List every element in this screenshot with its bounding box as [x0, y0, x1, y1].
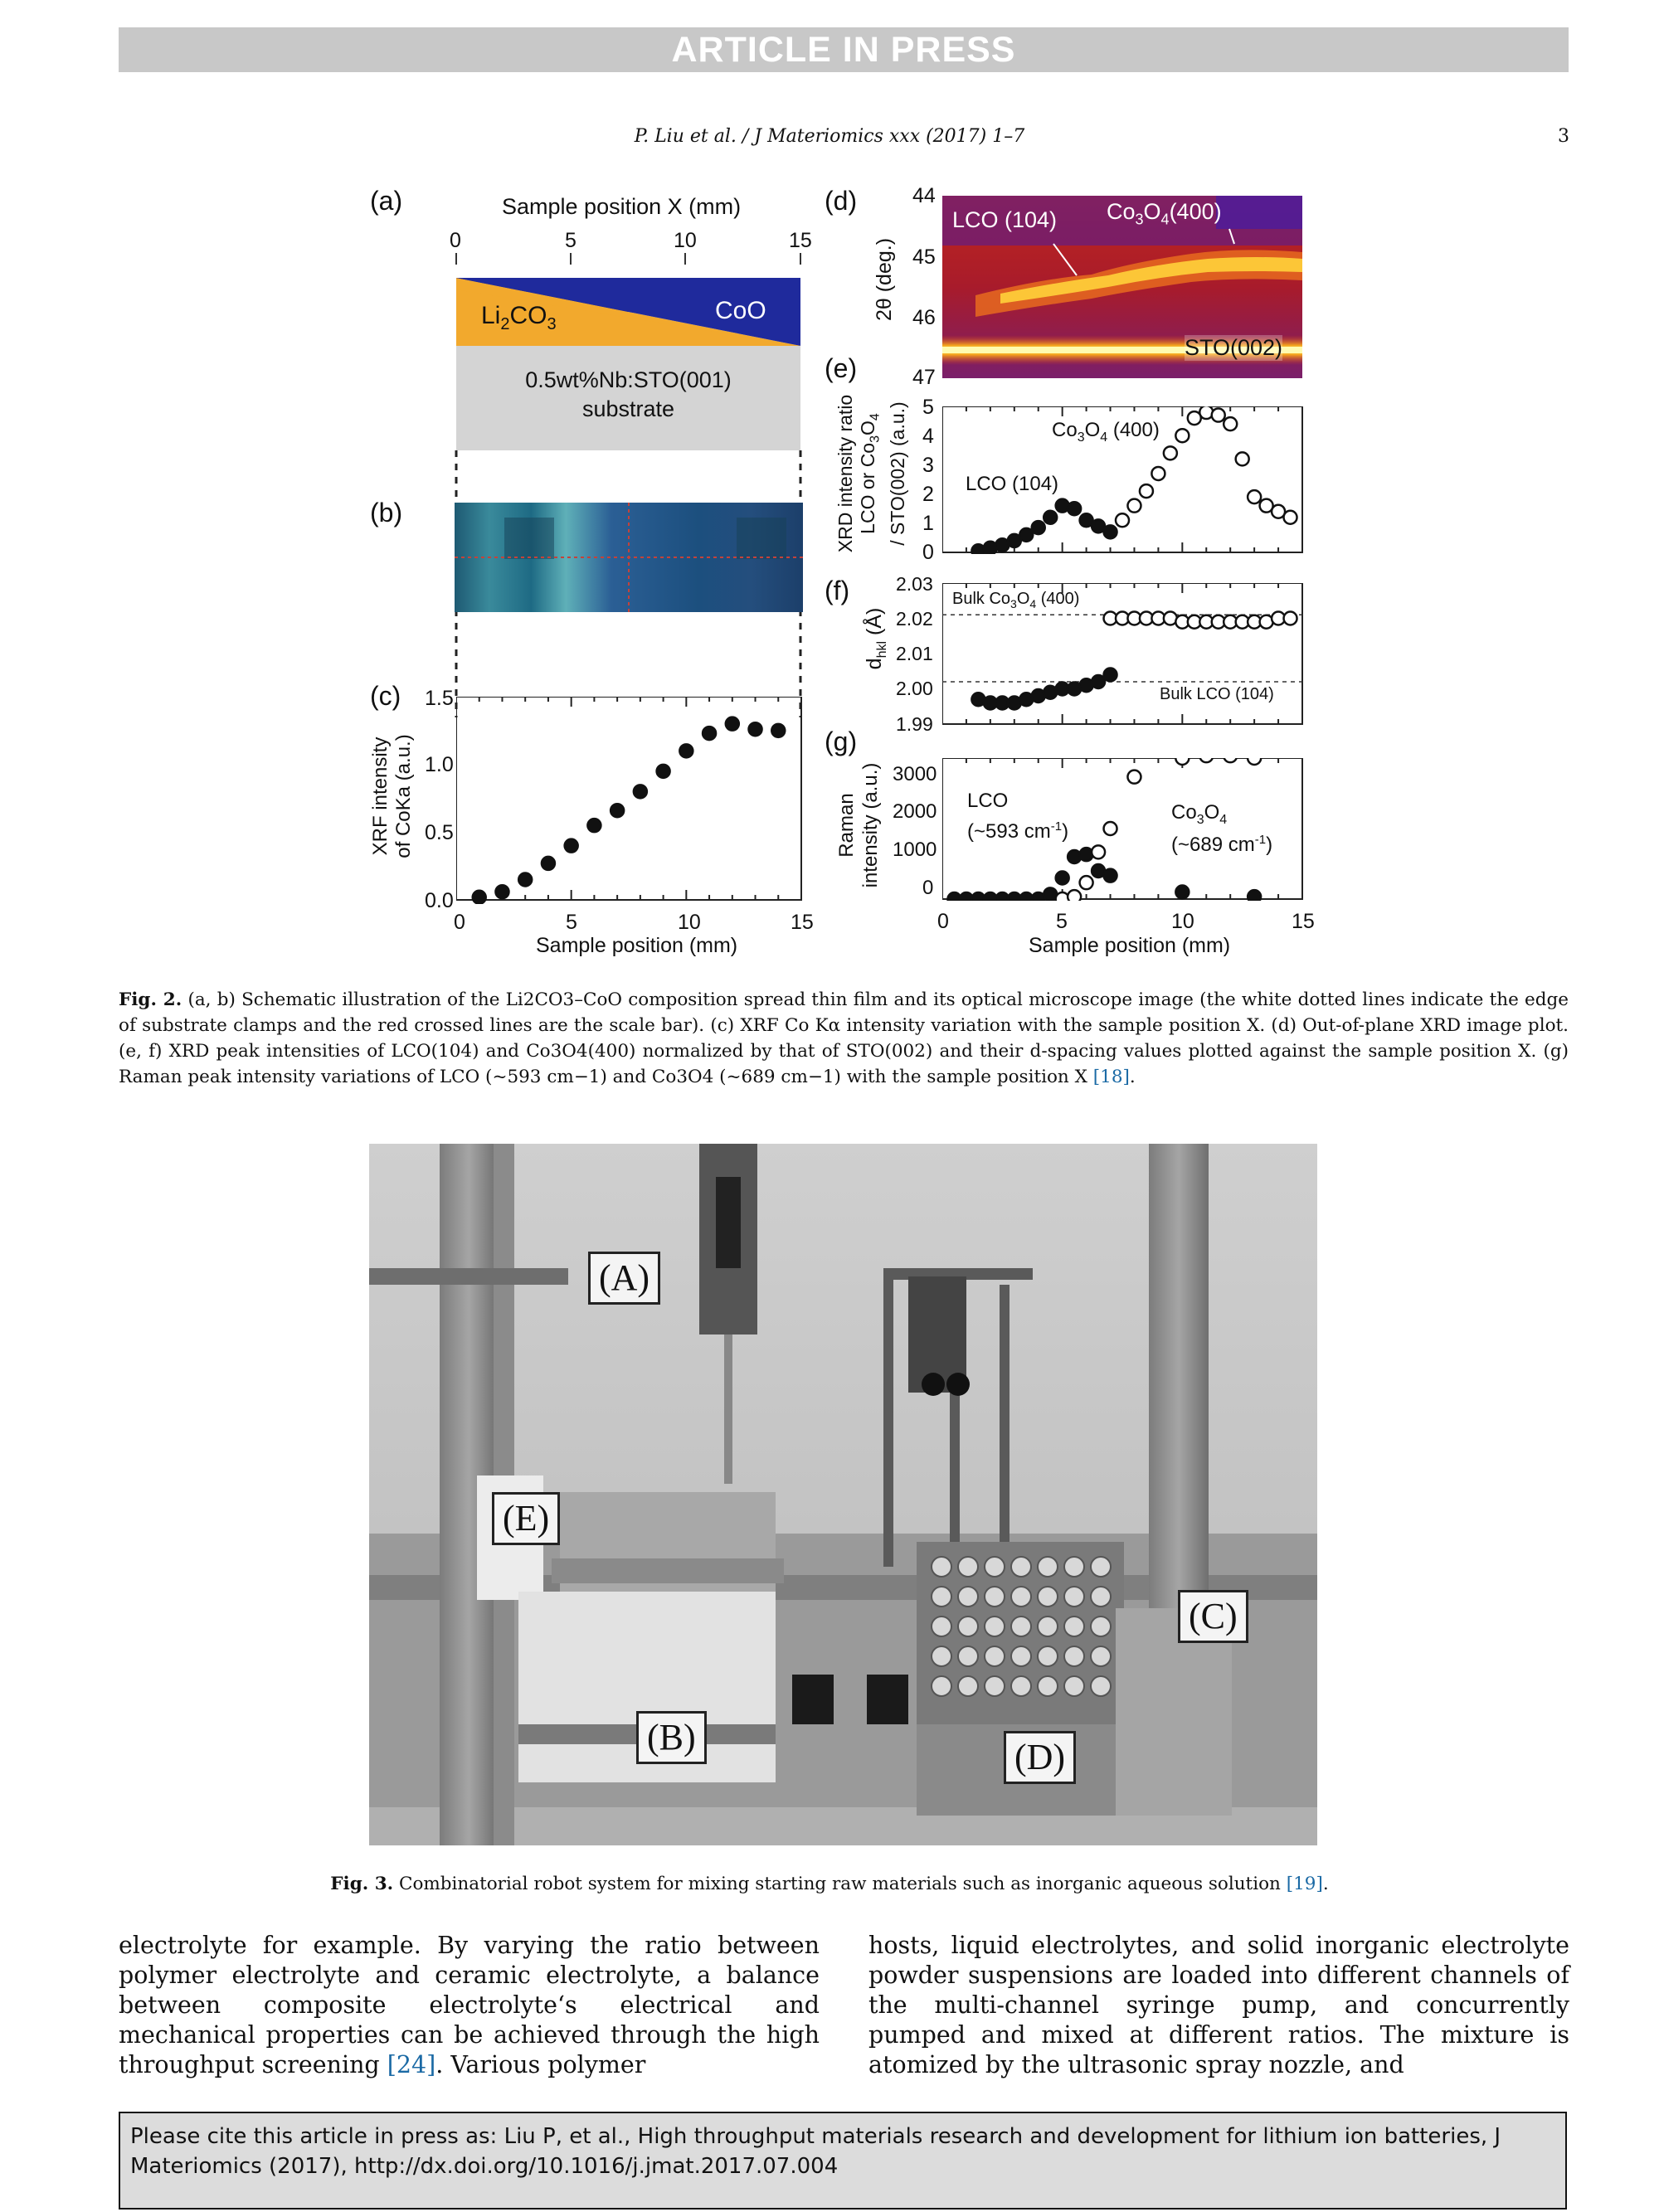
body-left-column [119, 1931, 820, 2080]
vial [958, 1646, 978, 1666]
panel-g-ytick-2000: 2000 [893, 800, 937, 823]
panel-e-ylabel-3: / STO(002) (a.u.) [886, 401, 908, 546]
vial [985, 1557, 1005, 1577]
panel-g-xtick-5: 5 [1056, 910, 1068, 933]
panel-label-g: (g) [825, 727, 858, 756]
vial [1091, 1616, 1111, 1636]
co3o4-400--point [1248, 490, 1261, 503]
co3o4-point [1104, 822, 1117, 835]
co3o4-point [1080, 876, 1093, 889]
figure-2-caption-end: . [1129, 1067, 1136, 1087]
vial [1064, 1557, 1084, 1577]
figure-3-caption-text: Combinatorial robot system for mixing starting raw materials such as inorganic aqueous solution [399, 1874, 1281, 1894]
data-point [565, 839, 578, 853]
panel-g-lco-label: LCO [967, 790, 1009, 812]
lco-104--point [1104, 668, 1117, 682]
panel-c-ylabel-2: of CoKa (a.u.) [392, 734, 415, 858]
co3o4-point [1199, 758, 1213, 762]
co3o4-400--point [1236, 452, 1249, 465]
co3o4-400--point [1164, 446, 1177, 459]
data-point [473, 891, 486, 904]
data-point [634, 785, 647, 798]
panel-g-co3o4-label: $Co_3O_4$ [1171, 801, 1228, 827]
lco-point [1080, 848, 1093, 861]
vial [985, 1587, 1005, 1607]
photo-label-b: (B) [636, 1711, 707, 1764]
panel-c-ytick-0.5: 0.5 [425, 821, 454, 844]
co3o4-400--point [1284, 612, 1297, 625]
figure-3-caption [0, 1871, 1659, 1897]
vial [1038, 1646, 1058, 1666]
panel-g-ylabel [834, 755, 883, 896]
optical-microscope-image [455, 503, 803, 612]
vial [1011, 1646, 1031, 1666]
figure-3-caption-label: Fig. 3. [330, 1874, 394, 1894]
panel-d-ytick-47: 47 [912, 366, 936, 389]
figure-3-photo [369, 1144, 1317, 1845]
body-left-text-end: . Various polymer [435, 2051, 646, 2078]
co3o4-400--point [1127, 499, 1141, 513]
panel-g-ylabel-1: Raman [835, 793, 858, 858]
vial [1064, 1616, 1084, 1636]
panel-f-ytick-1.99: 1.99 [896, 713, 933, 735]
figure-2-caption-text: (a, b) Schematic illustration of the Li2CO3–CoO composition spread thin film and its optical microscope image (the white dotted lines indicate the edge of substrate clamps and the red crossed lines are the scale bar). (c) XRF Co Kα intensity variation with the sample position X. (d) Out-of-plane XRD image plot. (e, f) XRD peak intensities of LCO(104) and Co3O4(400) normalized by that of STO(002) and their d-spacing values plotted against the sample position X. (g) Raman peak intensity variations of LCO (~593 cm−1) and Co3O4 (~689 cm−1) with the sample position X [119, 989, 1569, 1087]
lco-104--point [1019, 528, 1033, 542]
lco-104--point [1092, 675, 1105, 688]
figure-3-caption-end: . [1322, 1874, 1329, 1894]
data-point [771, 724, 785, 737]
panel-c-ylabel-1: XRF intensity [369, 737, 392, 856]
vial [958, 1676, 978, 1696]
photo-label-c: (C) [1178, 1590, 1248, 1643]
vial [1091, 1557, 1111, 1577]
panel-g-xtick-10: 10 [1171, 910, 1194, 933]
panel-e-ytick-5: 5 [922, 396, 934, 419]
panel-d-ytick-46: 46 [912, 306, 936, 329]
vial [1091, 1646, 1111, 1666]
body-right-column [868, 1931, 1569, 2080]
panel-c-ylabel [369, 730, 416, 863]
co3o4-point [1224, 758, 1237, 762]
co3o4-400--point [1140, 484, 1153, 498]
vial [1038, 1557, 1058, 1577]
vial [932, 1587, 951, 1607]
figure-2-caption [119, 987, 1569, 1090]
body-right-text: hosts, liquid electrolytes, and solid inorganic electrolyte powder suspensions are loaded into different channels of the multi-channel syringe pump, and concurrently pumped and mixed at different ratios. The mixture is atomized by the ultrasonic spray nozzle, and [868, 1932, 1569, 2078]
lco-104--point [1068, 502, 1081, 515]
substrate-label-2: substrate [581, 396, 675, 421]
data-point [495, 885, 508, 898]
vial [932, 1557, 951, 1577]
panel-g-ylabel-2: intensity (a.u.) [859, 762, 882, 888]
vial [932, 1646, 951, 1666]
vial [1038, 1616, 1058, 1636]
panel-d-sto-label: STO(002) [1185, 335, 1283, 360]
panel-f-bulk-co3o4-label: Bulk $Co_3O_4$ (400) [952, 590, 1080, 610]
photo-label-e: (E) [492, 1492, 560, 1545]
panel-e-ytick-1: 1 [922, 512, 934, 535]
panel-d-co3o4-label: $Co_3O_4(400)$ [1107, 199, 1222, 228]
panel-d-ytick-44: 44 [912, 184, 936, 207]
data-point [542, 857, 555, 870]
panel-d-lco-label: LCO (104) [952, 207, 1058, 232]
panel-label-a: (a) [370, 186, 403, 216]
panel-c-plot [456, 697, 803, 904]
data-point [587, 819, 601, 832]
panel-a-tick-15: 15 [789, 229, 812, 252]
data-point [657, 765, 670, 778]
panel-label-f: (f) [825, 576, 850, 605]
figure-2 [0, 0, 1659, 1095]
panel-e-ylabel-2: LCO or $Co_3O_4$ [857, 413, 883, 534]
panel-a-tick-0: 0 [450, 229, 461, 252]
vial [985, 1646, 1005, 1666]
vial [985, 1616, 1005, 1636]
data-point [679, 744, 693, 757]
panel-g-ytick-0: 0 [922, 877, 934, 899]
data-point [726, 717, 739, 731]
vial [958, 1557, 978, 1577]
lco-point [1175, 886, 1189, 899]
panel-label-c: (c) [370, 681, 401, 711]
photo-label-a: (A) [588, 1252, 660, 1305]
panel-g-xlabel: Sample position (mm) [1029, 934, 1231, 957]
panel-c-xtick-0: 0 [454, 911, 465, 934]
co3o4-400--point [1224, 417, 1237, 430]
substrate-label-1: 0.5wt%Nb:STO(001) [525, 367, 732, 392]
panel-e-ylabel-1: XRD intensity ratio [834, 394, 856, 553]
vial [1011, 1676, 1031, 1696]
panel-label-e: (e) [825, 353, 858, 383]
panel-g-ytick-1000: 1000 [893, 839, 937, 861]
panel-c-ytick-0.0: 0.0 [425, 889, 454, 912]
panel-f-ytick-2.02: 2.02 [896, 608, 933, 630]
panel-f-bulk-lco-label: Bulk LCO (104) [1160, 685, 1274, 703]
co3o4-point [1068, 890, 1081, 901]
panel-e-ytick-4: 4 [922, 425, 934, 448]
co3o4-400--point [1151, 467, 1165, 480]
panel-c-xtick-10: 10 [678, 911, 701, 934]
citation-box [119, 2112, 1567, 2210]
panel-f-ytick-2.03: 2.03 [896, 573, 933, 595]
panel-e-lco-label: LCO (104) [966, 473, 1059, 495]
panel-f-ytick-2.01: 2.01 [896, 643, 933, 664]
vial [985, 1676, 1005, 1696]
panel-label-d: (d) [825, 186, 858, 216]
co3o4-400--point [1116, 513, 1129, 527]
data-point [703, 727, 716, 740]
panel-a-axis-title: Sample position X (mm) [502, 194, 742, 219]
vial [932, 1676, 951, 1696]
vial [1038, 1587, 1058, 1607]
vial [1011, 1587, 1031, 1607]
panel-d-ytick-45: 45 [912, 246, 936, 269]
co3o4-point [1092, 845, 1105, 858]
data-point [749, 722, 762, 736]
lco-point [1068, 850, 1081, 863]
running-head: P. Liu et al. / J Materiomics xxx (2017) 1–7 [634, 126, 1025, 147]
panel-d-ylabel: 2θ (deg.) [873, 237, 896, 322]
panel-a-tick-5: 5 [565, 229, 577, 252]
citation-text: Please cite this article in press as: Liu P, et al., High throughput materials research and development for lithium ion batteries, J Materiomics (2017), http://dx.doi.org/10.1016/j.jmat.2017.07.004 [130, 2124, 1501, 2179]
vial [932, 1616, 951, 1636]
co3o4-point [1175, 758, 1189, 765]
panel-g-xtick-15: 15 [1292, 910, 1315, 933]
vial [1011, 1557, 1031, 1577]
lco-point [1248, 890, 1261, 901]
vial [1091, 1676, 1111, 1696]
panel-f-ytick-2.00: 2.00 [896, 678, 933, 699]
page-number: 3 [1558, 126, 1569, 147]
panel-c-xtick-5: 5 [566, 911, 577, 934]
figure-2-caption-ref[interactable]: [18] [1092, 1067, 1130, 1087]
panel-e-ytick-0: 0 [922, 541, 934, 564]
vial [1038, 1676, 1058, 1696]
coo-label: CoO [715, 297, 766, 324]
co3o4-point [1127, 771, 1141, 784]
panel-label-b: (b) [370, 498, 403, 527]
vial [1064, 1676, 1084, 1696]
panel-g-ytick-3000: 3000 [893, 763, 937, 785]
li2co3-label: $Li_2CO_3$ [481, 302, 557, 333]
co3o4-point [1248, 758, 1261, 765]
lco-104--point [1032, 521, 1045, 534]
panel-e-ytick-3: 3 [922, 454, 934, 477]
body-left-text: electrolyte for example. By varying the ratio between polymer electrolyte and ceramic electrolyte, a balance between composite electrolyte‘s electrical and mechanical properties can be achieved through the high throughput screening [119, 1932, 820, 2078]
figure-2-caption-label: Fig. 2. [119, 989, 182, 1010]
lco-104--point [1044, 511, 1057, 524]
data-point [518, 873, 532, 887]
lco-point [1056, 872, 1069, 885]
article-in-press-banner: ARTICLE IN PRESS [119, 27, 1569, 72]
body-left-ref[interactable]: [24] [387, 2051, 436, 2078]
vial [1064, 1587, 1084, 1607]
panel-c-xtick-15: 15 [791, 911, 814, 934]
panel-c-xlabel: Sample position (mm) [536, 934, 738, 957]
photo-label-d: (D) [1004, 1731, 1076, 1784]
vial [958, 1587, 978, 1607]
co3o4-400--point [1212, 409, 1225, 422]
panel-e-ylabel [834, 378, 909, 569]
panel-e-co3o4-label: $Co_3O_4$ (400) [1052, 419, 1160, 445]
lco-point [1104, 869, 1117, 882]
panel-f-ylabel: $d_{hkl}$ (Å) [863, 607, 889, 670]
panel-c-ytick-1.5: 1.5 [425, 687, 454, 710]
panel-e-ytick-2: 2 [922, 483, 934, 506]
lco-104--point [1104, 525, 1117, 538]
panel-g-co3o4-wavenumber: (~689 $cm^{-1}$) [1171, 833, 1273, 856]
vial [1091, 1587, 1111, 1607]
data-point [611, 804, 624, 817]
vial [958, 1616, 978, 1636]
panel-a-tick-10: 10 [674, 229, 697, 252]
co3o4-400--point [1284, 511, 1297, 524]
vial [1064, 1646, 1084, 1666]
vial [1011, 1616, 1031, 1636]
panel-c-ytick-1.0: 1.0 [425, 753, 454, 776]
figure-3-caption-ref[interactable]: [19] [1286, 1874, 1323, 1894]
panel-g-lco-wavenumber: (~593 $cm^{-1}$) [967, 819, 1069, 843]
panel-g-xtick-0: 0 [937, 910, 949, 933]
co3o4-400--point [1175, 429, 1189, 442]
